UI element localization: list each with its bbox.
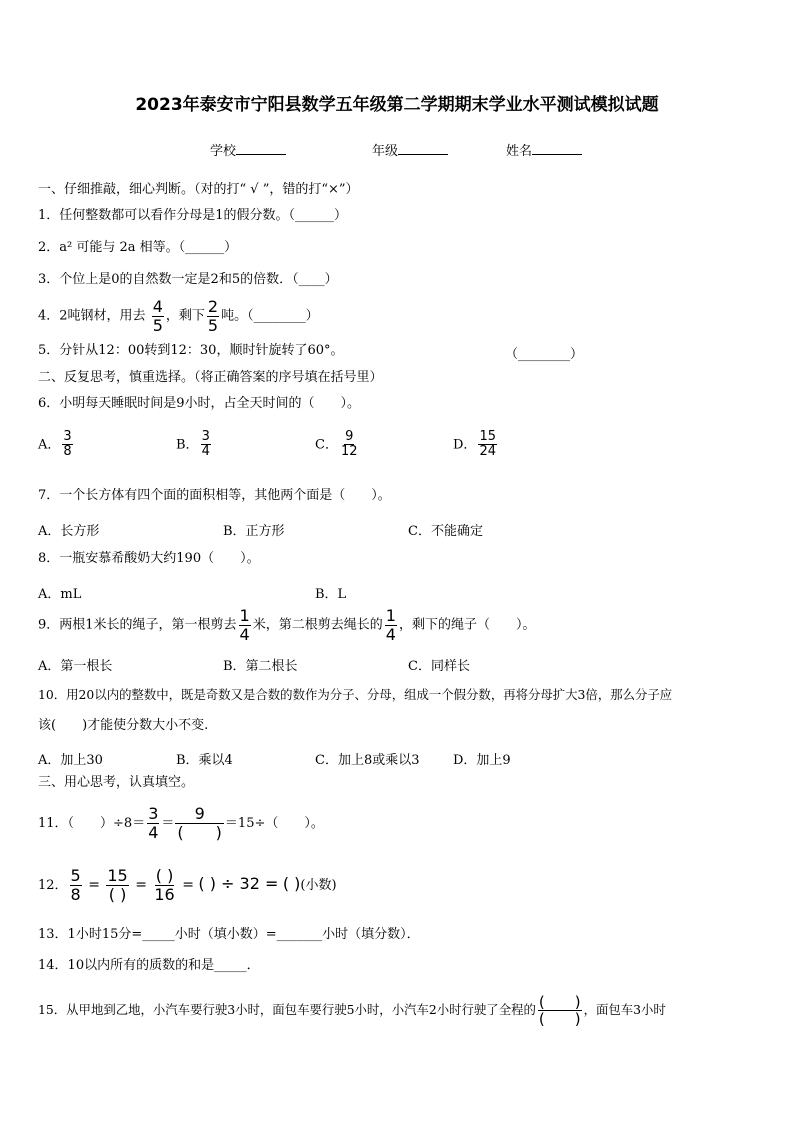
- q12-f3-denominator: 16: [154, 884, 175, 904]
- q4-text-b: ，剩下: [165, 308, 205, 324]
- q12-fraction-2: [106, 867, 128, 903]
- q5-answer-blank[interactable]: （________）: [505, 347, 584, 362]
- q4-f1-denominator: 5: [152, 315, 163, 335]
- school-label: 学校: [210, 144, 237, 159]
- q12-equals-1: =: [88, 877, 100, 893]
- q8-option-b[interactable]: B．L: [315, 587, 347, 602]
- name-blank[interactable]: [532, 141, 582, 155]
- q9-text-c: ，剩下的绳子（ ）。: [398, 617, 536, 633]
- q15-text-a: 15．从甲地到乙地，小汽车要行驶3小时，面包车要行驶5小时，小汽车2小时行驶了全程的: [38, 1002, 536, 1017]
- q11-fraction-1: [147, 805, 159, 841]
- q7-option-b[interactable]: B．正方形: [223, 524, 285, 539]
- q6-option-d-label: D．: [453, 437, 477, 453]
- q9-text-a: 9．两根1米长的绳子，第一根剪去: [38, 617, 237, 633]
- q12-fraction-3: [153, 867, 175, 903]
- section-3-heading: 三、用心思考，认真填空。: [38, 775, 195, 790]
- q12-decimal-note: (小数): [300, 878, 337, 893]
- q8-option-a[interactable]: A．mL: [38, 587, 82, 602]
- q4-text-c: 吨。（________）: [221, 308, 319, 324]
- q4-fraction-1: [152, 298, 164, 334]
- q11-f2-numerator: 9: [175, 805, 224, 824]
- question-4: [38, 298, 319, 334]
- q4-f1-numerator: 4: [152, 297, 163, 316]
- q11-fraction-2: [176, 805, 223, 841]
- q6-option-d[interactable]: [453, 430, 499, 460]
- q9-f2-numerator: 1: [385, 606, 396, 625]
- q10-option-b[interactable]: B．乘以4: [176, 753, 233, 768]
- q9-f2-denominator: 4: [385, 624, 396, 644]
- question-12: [38, 862, 337, 908]
- page-title: 2023年泰安市宁阳县数学五年级第二学期期末学业水平测试模拟试题: [135, 95, 659, 115]
- q6-option-c-label: C．: [315, 437, 338, 453]
- q9-option-b[interactable]: B．第二根长: [223, 659, 298, 674]
- q6-c-numerator: 9: [345, 429, 354, 444]
- q6-option-a-fraction: [62, 430, 72, 460]
- q12-equals-2: =: [135, 877, 147, 893]
- grade-field: [372, 140, 448, 159]
- question-13: 13．1小时15分=_____小时（填小数）=_______小时（填分数）．: [38, 927, 420, 942]
- q9-fraction-1: [239, 607, 251, 643]
- q4-f2-numerator: 2: [207, 297, 219, 316]
- section-1-heading: 一、仔细推敲，细心判断。（对的打“ √ ”，错的打“×”）: [38, 182, 359, 197]
- q11-f1-denominator: 4: [148, 823, 159, 842]
- question-1: 1．任何整数都可以看作分母是1的假分数。（______）: [38, 208, 348, 223]
- q6-option-c-fraction: [340, 430, 359, 460]
- q11-text-a: 11．（ ）÷8＝: [38, 816, 146, 831]
- q4-text-a: 4．2吨钢材，用去: [38, 308, 146, 324]
- question-15: [38, 990, 666, 1030]
- q15-fraction[interactable]: [538, 994, 582, 1028]
- q12-division[interactable]: ( ) ÷ 32 =: [198, 874, 279, 893]
- q9-option-c[interactable]: C．同样长: [408, 659, 470, 674]
- question-11: [38, 804, 324, 844]
- q12-label: 12．: [38, 878, 68, 893]
- q12-f1-numerator: 5: [70, 865, 81, 885]
- q11-f2-denominator[interactable]: ( ): [177, 823, 222, 842]
- q6-option-c[interactable]: [315, 430, 361, 460]
- question-9: [38, 607, 535, 643]
- question-5: 5．分针从12：00转到12：30，顺时针旋转了60°。: [38, 343, 344, 358]
- q6-b-denominator: 4: [201, 444, 210, 460]
- q12-f2-denominator[interactable]: ( ): [108, 884, 127, 904]
- q11-text-c: ＝15÷（ ）。: [224, 816, 324, 831]
- section-2-heading: 二、反复思考，慎重选择。（将正确答案的序号填在括号里）: [38, 370, 383, 385]
- name-field: [506, 140, 582, 159]
- q6-option-a-label: A．: [38, 437, 61, 453]
- q12-decimal-blank[interactable]: ( ): [282, 874, 301, 893]
- q9-fraction-2: [385, 607, 397, 643]
- q10-option-a[interactable]: A．加上30: [38, 753, 103, 768]
- q10-option-d[interactable]: D．加上9: [453, 753, 511, 768]
- q9-text-b: 米，第二根剪去绳长的: [252, 617, 383, 633]
- q12-f2-numerator: 15: [107, 865, 128, 885]
- q7-option-a[interactable]: A．长方形: [38, 524, 100, 539]
- q6-a-denominator: 8: [63, 444, 72, 460]
- q6-a-numerator: 3: [63, 429, 72, 444]
- q4-f2-denominator: 5: [207, 315, 219, 335]
- q10-option-c[interactable]: C．加上8或乘以3: [315, 753, 420, 768]
- q6-option-a[interactable]: [38, 430, 75, 460]
- q9-f1-denominator: 4: [239, 624, 250, 644]
- school-blank[interactable]: [236, 141, 286, 155]
- q15-numerator[interactable]: ( ): [538, 992, 581, 1011]
- q12-f3-numerator[interactable]: ( ): [155, 865, 174, 885]
- grade-blank[interactable]: [398, 141, 448, 155]
- question-6: 6．小明每天睡眠时间是9小时，占全天时间的（ ）。: [38, 396, 361, 411]
- question-10-line-1: 10．用20以内的整数中，既是奇数又是合数的数作为分子、分母，组成一个假分数，再将分母扩大3倍，那么分子应: [38, 687, 673, 702]
- q6-option-b-label: B．: [176, 437, 199, 453]
- q6-c-denominator: 12: [340, 444, 358, 460]
- q6-d-numerator: 15: [479, 429, 496, 444]
- name-label: 姓名: [506, 144, 533, 159]
- q6-option-b[interactable]: [176, 430, 213, 460]
- question-10-line-2: 该( )才能使分数大小不变.: [38, 718, 209, 733]
- q7-option-c[interactable]: C．不能确定: [408, 524, 483, 539]
- q15-denominator[interactable]: ( ): [538, 1010, 581, 1028]
- q15-text-b: ，面包车3小时: [583, 1002, 666, 1017]
- q4-fraction-2: [207, 298, 219, 334]
- question-2: 2．a² 可能与 2a 相等。（______）: [38, 240, 238, 255]
- school-field: [210, 140, 286, 159]
- q6-b-numerator: 3: [201, 429, 210, 444]
- q6-option-b-fraction: [201, 430, 211, 460]
- q12-fraction-1: [70, 867, 82, 903]
- q9-option-a[interactable]: A．第一根长: [38, 659, 113, 674]
- q11-f1-numerator: 3: [148, 804, 159, 824]
- grade-label: 年级: [372, 144, 399, 159]
- question-8: 8．一瓶安慕希酸奶大约190（ ）。: [38, 551, 260, 566]
- question-7: 7．一个长方体有四个面的面积相等，其他两个面是（ ）。: [38, 488, 391, 503]
- question-3: 3．个位上是0的自然数一定是2和5的倍数．（____）: [38, 272, 338, 287]
- q11-equals: ＝: [161, 816, 175, 831]
- q6-option-d-fraction: [478, 430, 497, 460]
- q6-d-denominator: 24: [479, 444, 496, 460]
- question-14: 14．10以内所有的质数的和是_____．: [38, 958, 260, 973]
- q12-f1-denominator: 8: [70, 884, 81, 904]
- q12-equals-3: =: [182, 877, 194, 893]
- q9-f1-numerator: 1: [239, 606, 250, 625]
